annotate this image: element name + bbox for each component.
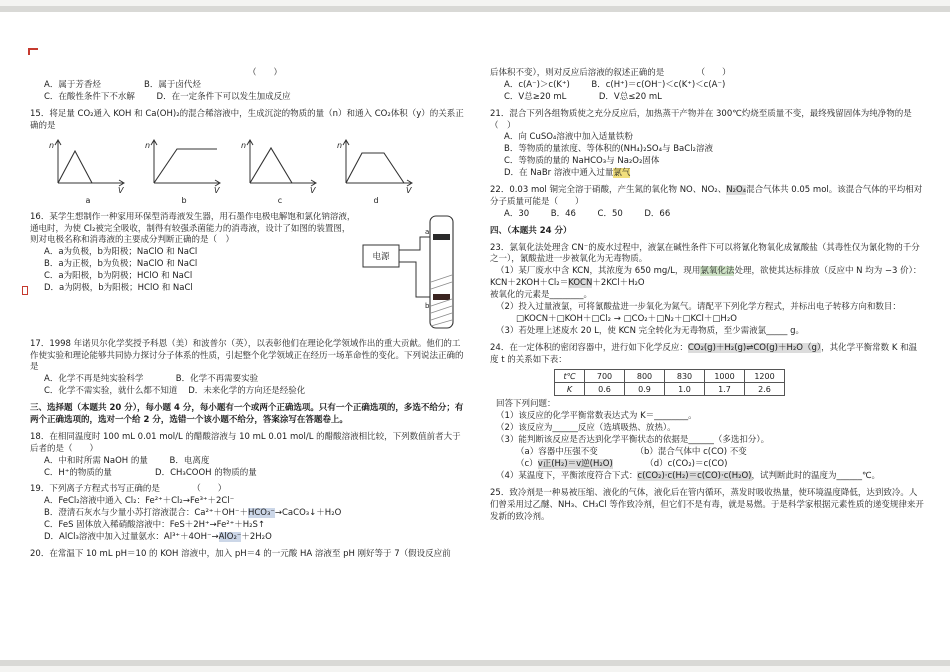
wire-bottom (399, 262, 430, 297)
question-21 (490, 109, 924, 180)
question-23 (490, 243, 924, 338)
question-17 (30, 339, 464, 398)
q16-option-a: A．a为负极，b为阳极；NaClO 和 NaCl (44, 247, 198, 258)
q24-text-post: ，其化学平衡常数 K 和温度 t 的关系如下表： (490, 342, 918, 365)
q22-options: A．30 B．46 C．50 D．66 (504, 208, 671, 219)
red-annotation-mark (28, 48, 38, 55)
q23-part-1-highlight: 氯氧化法 (700, 266, 735, 277)
right-column (490, 68, 924, 523)
q19-option-d-post: ＋2H₂O (241, 532, 272, 542)
question-19 (30, 484, 464, 543)
q21-text: 21．混合下列各组物质使之充分反应后，加热蒸干产物并在 300℃灼烧至质量不变，最终残留固体为纯净物的是（ ） (490, 108, 912, 131)
svg-text:n: n (145, 141, 151, 151)
electrolysis-apparatus (362, 212, 464, 332)
q18-option-ab: A．中和时所需 NaOH 的量 B．电离度 (44, 455, 210, 466)
q16-text: 16．某学生想制作一种家用环保型消毒液发生器，用石墨作电极电解饱和氯化钠溶液，通电时，为使 Cl₂被完全吸收，制得有较强杀菌能力的消毒液，设计了如图的装置图，则对电极名称和消毒液的主要成分判断正确的是（ ） (30, 211, 356, 246)
table-cell: 700 (585, 370, 625, 383)
q23-equation-2: □KOCN＋□KOH＋□Cl₂ → □CO₂＋□N₂＋□KCl＋□H₂O (516, 313, 737, 324)
question-24 (490, 343, 924, 483)
q19-option-c: C．FeS 固体放入稀硝酸溶液中：FeS＋2H⁺→Fe²⁺＋H₂S↑ (44, 520, 266, 531)
q24-item-4-pre: （4）某温度下，平衡浓度符合下式： (496, 470, 638, 481)
q21-option-c: C．等物质的量的 NaHCO₃与 Na₂O₂固体 (504, 156, 660, 167)
q19-option-b-post: →CaCO₃↓＋H₂O (274, 508, 342, 519)
q24-item-4 (490, 471, 924, 483)
q24-equation-highlight: CO₂(g)＋H₂(g)⇌CO(g)＋H₂O（g） (687, 342, 822, 353)
question-14-options (30, 68, 464, 104)
equilibrium-constant-table (554, 369, 785, 396)
wire-top (399, 237, 430, 250)
graph-d-plot (336, 136, 416, 194)
q19-option-b-pre: B．澄清石灰水与少量小苏打溶液混合：Ca²⁺＋OH⁻＋ (44, 508, 248, 519)
q21-option-a: A．向 CuSO₄溶液中加入适量铁粉 (504, 132, 633, 143)
table-row-temperature (555, 370, 785, 383)
table-cell: 1.7 (705, 383, 745, 396)
q20-option-cd: C．V总≥20 mL D．V总≤20 mL (504, 91, 662, 102)
q17-option-cd: C．化学不需实验，就什么都不知道 D．未来化学的方向还是经验化 (44, 386, 306, 397)
question-16 (30, 212, 464, 334)
scan-edge-top (0, 6, 950, 12)
section-4-header: 四、（本题共 24 分） (490, 225, 572, 236)
q15-graph-c (240, 136, 320, 206)
q23-eq1-pre: KCN＋2KOH＋Cl₂＝ (490, 278, 569, 289)
graph-d-label: d (373, 196, 379, 206)
q23-part-1-pre: （1）某厂废水中含 KCN，其浓度为 650 mg/L，现用 (496, 266, 701, 277)
svg-text:n: n (49, 141, 55, 151)
q22-text-post: 混合气体共 0.05 mol。该混合气体的平均相对分子质量可能是（ ） (490, 185, 923, 207)
electrode-b-label: b (425, 301, 430, 310)
svg-text:V: V (214, 186, 220, 195)
q24-item-3c-post: （d）c(CO₂)＝c(CO) (612, 458, 728, 469)
q19-text: 19．下列离子方程式书写正确的是 （ ） (30, 484, 227, 495)
q15-graphs (48, 136, 464, 206)
q23-eq1-highlight: KOCN (568, 278, 593, 289)
table-cell: 0.9 (625, 383, 665, 396)
question-18 (30, 432, 464, 480)
q22-formula-highlight: N₂O₄ (726, 185, 747, 196)
table-row-k (555, 383, 785, 396)
q19-option-d (30, 532, 464, 544)
exam-page (0, 6, 950, 666)
q24-item-4-highlight: c(CO₂)·c(H₂)＝c(CO)·c(H₂O) (637, 470, 752, 481)
q16-option-c: C．a为阳极，b为阴极；HClO 和 NaCl (44, 271, 193, 282)
q24-text-pre: 24．在一定体积的密闭容器中，进行如下化学反应： (490, 342, 688, 353)
q15-graph-a (48, 136, 128, 206)
q19-option-a: A．FeCl₂溶液中通入 Cl₂：Fe²⁺＋Cl₂→Fe³⁺＋2Cl⁻ (44, 496, 235, 507)
q22-text (490, 185, 924, 209)
q17-option-ab: A．化学不再是纯实验科学 B．化学不再需要实验 (44, 374, 259, 385)
q23-part-1 (490, 266, 924, 278)
q24-item-3-cd (490, 459, 924, 471)
table-cell: 800 (625, 370, 665, 383)
svg-text:n: n (337, 141, 343, 151)
q14-option-ab: A．属于芳香烃 B．属于卤代烃 (44, 79, 201, 90)
table-cell: 0.6 (585, 383, 625, 396)
table-cell: 2.6 (745, 383, 785, 396)
q15-graph-d (336, 136, 416, 206)
svg-text:V: V (406, 186, 412, 195)
q24-ask: 回答下列问题： (496, 399, 556, 410)
q19-option-b-formula: HCO₃⁻ (247, 508, 275, 519)
q16-option-b: B．a为正极，b为负极；NaClO 和 NaCl (44, 259, 198, 270)
q23-blank-line: 被氧化的元素是________。 (490, 290, 593, 301)
q18-text: 18．在相同温度时 100 mL 0.01 mol/L 的醋酸溶液与 10 mL 0.01 mol/L 的醋酸溶液相比较，下列数值前者大于后者的是（ ） (30, 431, 461, 454)
q17-text: 17．1998 年诺贝尔化学奖授予科恩（美）和波普尔（英），以表彰他们在理论化学领域作出的重大贡献。他们的工作使实验和理论能够共同协力探讨分子体系的性质，引起整个化学领域正在经历一场革命性的变化。下列说法正确的是 (30, 338, 464, 373)
graph-b-plot (144, 136, 224, 194)
q18-option-cd: C．H⁺的物质的量 D．CH₃COOH 的物质的量 (44, 467, 257, 478)
question-15 (30, 109, 464, 207)
graph-a-plot (48, 136, 128, 194)
q19-option-d-formula: AlO₂⁻ (218, 532, 242, 542)
q24-item-3c-pre: （c） (516, 458, 538, 469)
electrode-b (433, 294, 450, 300)
q21-option-d (490, 168, 924, 180)
q20-option-ab: A．c(A⁻)＞c(K⁺) B．c(H⁺)＝c(OH⁻)＜c(K⁺)＜c(A⁻) (504, 79, 726, 90)
electrode-a (433, 234, 450, 240)
question-20-continued (490, 68, 924, 104)
table-cell: 830 (665, 370, 705, 383)
section-3-header: 三、选择题（本题共 20 分），每小题 4 分，每小题有一个或两个正确选项。只有一个正确选项的，多选不给分；有两个正确选项的，选对一个给 2 分，选错一个该小题不给分，答案涂写在答题卷上。 (30, 403, 464, 425)
q16-option-d: D．a为阴极，b为阳极；HClO 和 NaCl (44, 282, 193, 293)
graph-a-label: a (85, 196, 91, 206)
q23-equation-1 (490, 278, 924, 290)
q21-option-b: B．等物质的量浓度、等体积的(NH₄)₂SO₄与 BaCl₂溶液 (504, 144, 713, 155)
table-cell: 1200 (745, 370, 785, 383)
q23-part-2: （2）投入过量液氯，可将氰酸盐进一步氧化为氮气。请配平下列化学方程式，并标出电子转移方向和数目： (496, 302, 901, 313)
q24-item-3: （3）能判断该反应是否达到化学平衡状态的依据是______（多选扣分）。 (496, 435, 770, 446)
q24-item-3c-highlight: v正(H₂)＝v逆(H₂O) (537, 458, 613, 469)
q15-text: 15．将足量 CO₂通入 KOH 和 Ca(OH)₂的混合稀溶液中，生成沉淀的物质的量（n）和通入 CO₂体积（y）的关系正确的是 (30, 108, 464, 131)
q19-option-d-pre: D．AlCl₃溶液中加入过量氨水：Al³⁺＋4OH⁻→ (44, 532, 219, 542)
question-25-text: 25．致冷剂是一种易被压缩、液化的气体，液化后在管内循环，蒸发时吸收热量，使环境温度降低，达到致冷。人们曾采用过乙醚、NH₃、CH₃Cl 等作致冷剂，但它们不是有毒，就是易燃。于是科学家根据元素性质的递变规律来开发新的致冷剂。 (490, 487, 924, 522)
q23-text: 23．氯氧化法处理含 CN⁻的废水过程中，液氯在碱性条件下可以将氰化物氧化成氰酸盐（其毒性仅为氰化物的千分之一），氰酸盐进一步被氧化为无毒物质。 (490, 242, 920, 265)
q24-text (490, 343, 924, 367)
q23-part-1-post: 处理，欲使其达标排放（反应中 N 均为 −3 价）： (734, 266, 922, 277)
question-20-text: 20．在常温下 10 mL pH＝10 的 KOH 溶液中，加入 pH＝4 的一元酸 HA 溶液至 pH 刚好等于 7（假设反应前 (30, 548, 451, 559)
question-22 (490, 185, 924, 221)
q20-cont-text: 后体积不变），则对反应后溶液的叙述正确的是 （ ） (490, 68, 731, 78)
electrode-a-label: a (425, 227, 430, 236)
power-supply-label: 电源 (372, 251, 390, 262)
svg-text:V: V (310, 186, 316, 195)
table-cell: K (555, 383, 585, 396)
left-column (30, 68, 464, 561)
red-annotation-mark (22, 286, 28, 295)
graph-c-plot (240, 136, 320, 194)
q21-option-d-pre: D．在 NaBr 溶液中通入过量 (504, 168, 614, 179)
q24-item-2: （2）该反应为______反应（选填吸热、放热）。 (496, 423, 676, 434)
graph-c-label: c (277, 196, 283, 206)
graph-b-label: b (181, 196, 187, 206)
q24-item-3-ab: （a）容器中压强不变 （b）混合气体中 c(CO) 不变 (516, 447, 747, 458)
table-cell: 1000 (705, 370, 745, 383)
q19-option-b (30, 508, 464, 520)
q14-answer-paren: （ ） (248, 68, 283, 78)
q14-option-cd: C．在酸性条件下不水解 D．在一定条件下可以发生加成反应 (44, 91, 291, 102)
liquid-hatching (431, 275, 452, 326)
svg-text:V: V (118, 186, 124, 195)
q15-graph-b (144, 136, 224, 206)
table-cell: 1.0 (665, 383, 705, 396)
q23-part-3: （3）若处理上述废水 20 L，使 KCN 完全转化为无毒物质，至少需液氯_____ g。 (496, 325, 805, 336)
q22-text-pre: 22．0.03 mol 铜完全溶于硝酸，产生氮的氧化物 NO、NO₂、 (490, 185, 727, 196)
table-cell: t℃ (555, 370, 585, 383)
q23-eq1-post: ＋2KCl＋H₂O (592, 278, 645, 289)
q21-option-d-highlight: 氯气 (613, 168, 631, 179)
q24-item-4-post: ，试判断此时的温度为______℃。 (751, 470, 881, 481)
scan-edge-bottom (0, 660, 950, 666)
q24-item-1: （1）该反应的化学平衡常数表达式为 K＝________。 (496, 411, 697, 422)
electrolysis-tube (430, 216, 453, 328)
svg-text:n: n (241, 141, 247, 151)
